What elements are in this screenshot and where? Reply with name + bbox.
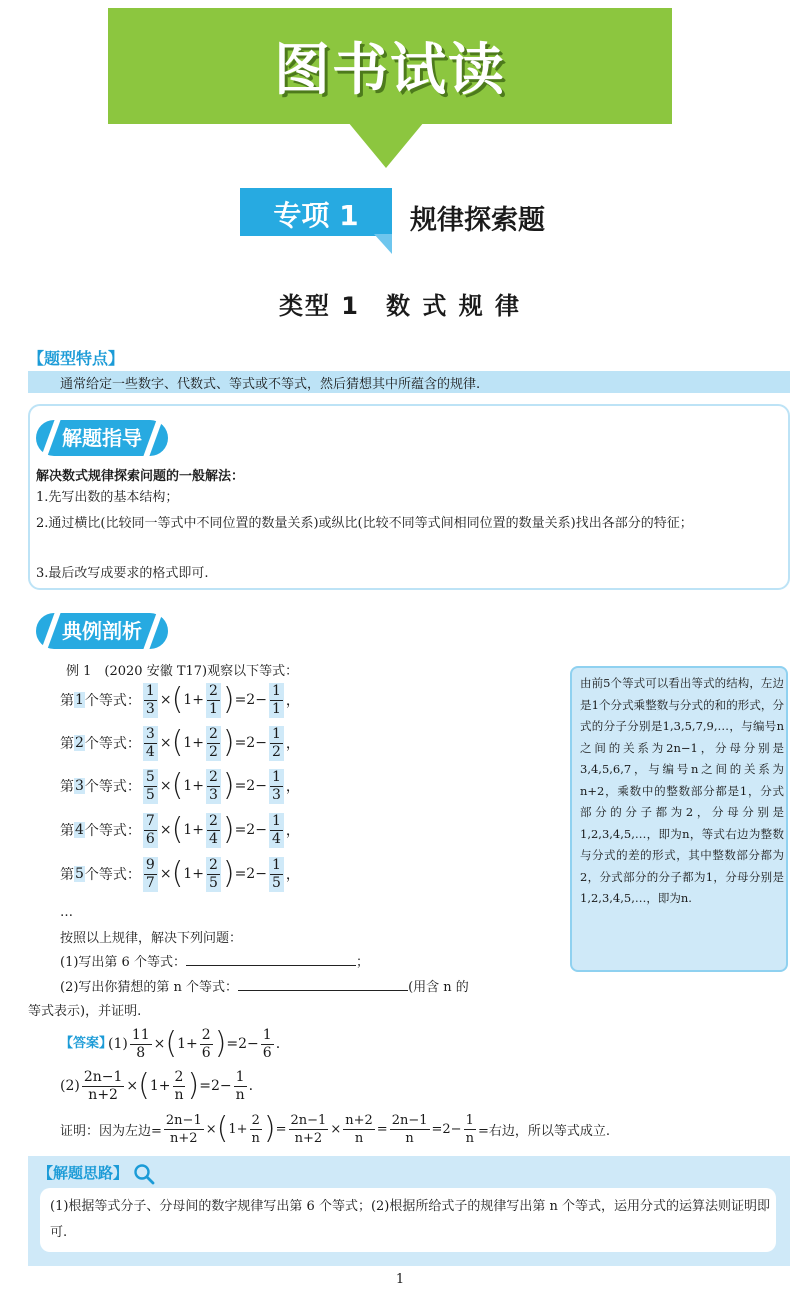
answer-part-2 [60, 1066, 253, 1106]
fraction: $\frac{n+2}{n}$ [345, 1112, 373, 1146]
fraction: $\frac{1}{3}$ [143, 683, 158, 718]
paren-close: ) [214, 1026, 227, 1061]
eq-prefix: 第 [60, 736, 74, 752]
equals-two-minus: =2− [234, 822, 267, 838]
guide-tag-label: 解题指导 [62, 426, 142, 450]
answer-blank-2[interactable] [238, 977, 408, 991]
fraction: $\frac{2}{2}$ [206, 726, 221, 761]
page-number: 1 [395, 1272, 405, 1287]
guide-line-3: 3.最后改写成要求的格式即可. [36, 566, 209, 581]
fraction: $\frac{2}{3}$ [206, 769, 221, 804]
fraction: $\frac{1}{n}$ [235, 1068, 245, 1103]
fraction: $\frac{2n-1}{n}$ [391, 1112, 428, 1146]
section-label-tail [374, 234, 392, 254]
times-sign: × [159, 866, 172, 882]
eq-suffix: 个等式： [84, 823, 141, 839]
comma: ， [285, 736, 300, 752]
guide-line-1: 1.先写出数的基本结构； [36, 490, 179, 505]
paren-open: ( [216, 1111, 229, 1146]
tag-slash-right [143, 420, 162, 456]
eq-prefix: 第 [60, 867, 74, 883]
fraction: $\frac{9}{7}$ [143, 857, 158, 892]
guide-heading: 解决数式规律探索问题的一般解法： [36, 469, 245, 484]
equals-two-minus: =2− [199, 1078, 232, 1094]
instruction: 按照以上规律，解决下列问题： [60, 931, 243, 946]
period: . [248, 1078, 254, 1094]
fraction: $\frac{7}{6}$ [143, 813, 158, 848]
thinking-label [38, 1162, 155, 1185]
comma: ， [285, 693, 300, 709]
paren-close: ) [263, 1111, 276, 1146]
fraction: $\frac{2n-1}{n+2}$ [83, 1068, 123, 1103]
feature-text: 通常给定一些数字、代数式、等式或不等式，然后猜想其中所蕴含的规律. [60, 377, 481, 392]
fraction: $\frac{2n-1}{n+2}$ [165, 1112, 202, 1146]
example-heading: 例 1 (2020 安徽 T17)观察以下等式： [66, 664, 299, 679]
example-tag-label: 典例剖析 [62, 619, 142, 643]
one: 1+ [177, 1036, 198, 1052]
fraction: $\frac{1}{6}$ [262, 1026, 272, 1061]
eq-suffix: 个等式： [84, 867, 141, 883]
type-title: 类型 1 数 式 规 律 [278, 292, 522, 320]
fraction: $\frac{1}{3}$ [269, 769, 284, 804]
eq-suffix: 个等式： [84, 693, 141, 709]
equals-two-minus: =2− [234, 735, 267, 751]
paren-close: ) [187, 1068, 200, 1103]
magnifier-icon [133, 1163, 155, 1185]
eq-index: 1 [75, 692, 84, 708]
equals-two-minus: =2− [226, 1036, 259, 1052]
proof-suffix: =右边，所以等式成立. [477, 1123, 610, 1139]
one: 1+ [183, 692, 204, 708]
thinking-text: (1)根据等式分子、分母间的数字规律写出第 6 个等式；(2)根据所给式子的规律写出第 n 个等式，运用分式的运算法则证明即可. [50, 1199, 771, 1240]
paren-open: ( [171, 768, 184, 803]
paren-close: ) [222, 768, 235, 803]
banner-title: 图书试读 [274, 38, 506, 103]
eq-suffix: 个等式： [84, 736, 141, 752]
times-sign: × [153, 1036, 166, 1052]
times-sign: × [159, 692, 172, 708]
eq-index: 4 [75, 822, 84, 838]
paren-open: ( [165, 1026, 178, 1061]
question-1-end: ； [355, 955, 369, 970]
fraction: $\frac{1}{1}$ [269, 683, 284, 718]
banner-arrow [348, 122, 424, 168]
thinking-label-text: 【解题思路】 [38, 1164, 129, 1182]
feature-label: 【题型特点】 [28, 349, 125, 368]
comma: ， [285, 867, 300, 883]
answer-blank-1[interactable] [186, 952, 356, 966]
eq-index: 3 [75, 778, 84, 794]
guide-line-2: 2.通过横比(比较同一等式中不同位置的数量关系)或纵比(比较不同等式间相同位置的数量关系)找出各部分的特征； [36, 516, 693, 531]
one: 1+ [149, 1078, 171, 1094]
paren-open: ( [171, 725, 184, 760]
fraction: $\frac{3}{4}$ [143, 726, 158, 761]
paren-close: ) [222, 725, 235, 760]
paren-close: ) [222, 812, 235, 847]
paren-open: ( [138, 1068, 150, 1103]
one: 1+ [183, 822, 204, 838]
fraction: $\frac{1}{5}$ [269, 857, 284, 892]
fraction: $\frac{2}{n}$ [251, 1112, 260, 1146]
paren-open: ( [171, 812, 184, 847]
equation-row [60, 680, 300, 720]
fraction: $\frac{2n-1}{n+2}$ [290, 1112, 327, 1146]
times-sign: × [159, 778, 172, 794]
equals-two-minus: =2− [234, 778, 267, 794]
side-note-text: 由前5个等式可以看出等式的结构，左边是1个分式乘整数与分式的和的形式，分式的分子分别是1,3,5,7,9,…，与编号n之间的关系为2n−1，分母分别是3,4,5,6,7，与编号n之间的关系为n+2，乘数中的整数部分都是1，分式部分的分子都为2，分母分别是1,2,3,4,5,…，即为n，等式右边为整数与分式的差的形式，其中整数部分都为2，分式部分的分子都为1，分母分别是1,2,3,4,5,…，即为n. [580, 676, 784, 905]
eq-prefix: 第 [60, 693, 74, 709]
tag-slash-left [41, 613, 60, 649]
answer-part-1 [108, 1024, 280, 1064]
question-1-text: (1)写出第 6 个等式： [60, 955, 186, 970]
eq-prefix: 第 [60, 779, 74, 795]
fraction: $\frac{5}{5}$ [143, 769, 158, 804]
paren-close: ) [222, 682, 235, 717]
guide-tag [36, 420, 168, 456]
equation-row [60, 810, 300, 850]
fraction: $\frac{1}{4}$ [269, 813, 284, 848]
times-sign: × [126, 1078, 139, 1094]
comma: ， [285, 779, 300, 795]
proof-prefix: 证明：因为左边= [60, 1123, 162, 1139]
fraction: $\frac{1}{2}$ [269, 726, 284, 761]
answer-tag: 【答案】 [60, 1036, 113, 1051]
paren-close: ) [222, 856, 235, 891]
eq-prefix: 第 [60, 823, 74, 839]
equation-row [60, 766, 300, 806]
times-sign: × [159, 735, 172, 751]
tag-slash-right [143, 613, 162, 649]
equation-ellipsis: … [60, 905, 73, 920]
fraction: $\frac{2}{1}$ [206, 683, 221, 718]
question-2-end: (用含 n 的 [408, 980, 469, 995]
eq-index: 5 [75, 866, 84, 882]
eq-suffix: 个等式： [84, 779, 141, 795]
equals-two-minus: =2− [234, 692, 267, 708]
example-tag [36, 613, 168, 649]
one: 1+ [183, 866, 204, 882]
equation-row [60, 723, 300, 763]
fraction: $\frac{2}{n}$ [174, 1068, 184, 1103]
one: 1+ [183, 778, 204, 794]
fraction: $\frac{2}{5}$ [206, 857, 221, 892]
times-sign: × [159, 822, 172, 838]
fraction: $\frac{1}{n}$ [465, 1112, 474, 1146]
question-2 [60, 976, 469, 995]
question-2-continued: 等式表示)，并证明. [28, 1004, 142, 1019]
tag-slash-left [41, 420, 60, 456]
equals-two-minus: =2− [234, 866, 267, 882]
section-label: 专项 1 [273, 199, 359, 232]
fraction: $\frac{11}{8}$ [131, 1026, 150, 1061]
eq-index: 2 [75, 735, 84, 751]
one: 1+ [183, 735, 204, 751]
fraction: $\frac{2}{6}$ [201, 1026, 211, 1061]
fraction: $\frac{2}{4}$ [206, 813, 221, 848]
answer-p2-label: (2) [60, 1078, 80, 1094]
question-2-text: (2)写出你猜想的第 n 个等式： [60, 980, 239, 995]
section-title: 规律探索题 [410, 205, 545, 236]
equation-row [60, 854, 300, 894]
paren-open: ( [171, 682, 184, 717]
comma: ， [285, 823, 300, 839]
question-1 [60, 951, 369, 970]
paren-open: ( [171, 856, 184, 891]
proof-line: 证明：因为左边= $\frac{2n-1}{n+2}$ × ( 1+ $\frac{2}{n}$ ) = $\frac{2n-1}{n+2}$ × $\frac{n+2}{n}$ = $\frac{2n-1}{n}$ =2− $\frac{1}{n}$ =右边，所以等式成立. [60, 1111, 610, 1146]
period: . [275, 1036, 281, 1052]
answer-p1-label: (1) [108, 1036, 128, 1052]
